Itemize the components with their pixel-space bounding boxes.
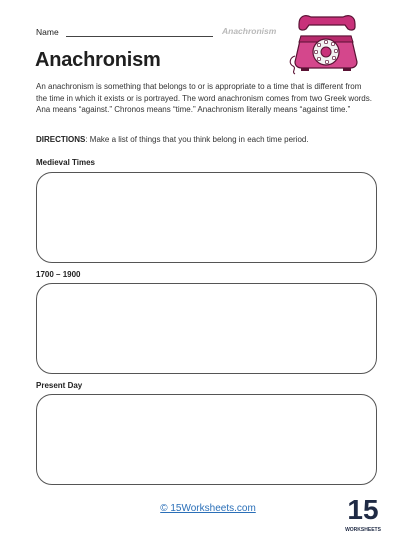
directions-label: DIRECTIONS xyxy=(36,135,86,144)
answer-box-1700-1900[interactable] xyxy=(36,283,377,374)
name-label: Name xyxy=(36,27,59,37)
footer-copyright-link[interactable]: © 15Worksheets.com xyxy=(160,503,256,514)
header-topic: Anachronism xyxy=(222,26,277,36)
directions-text: : Make a list of things that you think belong in each time period. xyxy=(85,135,309,144)
answer-box-medieval[interactable] xyxy=(36,172,377,263)
section-label-medieval: Medieval Times xyxy=(36,158,95,167)
section-label-present-day: Present Day xyxy=(36,381,83,390)
answer-box-present-day[interactable] xyxy=(36,394,377,485)
intro-paragraph: An anachronism is something that belongs to or is appropriate to a time that is different from the time in which it exists or is portrayed. The word anachronism comes from two Greek words. Ana means “against.” Chronos means “time.” Anachronism literally means “against time.” xyxy=(36,82,372,114)
section-label-1700-1900: 1700 – 1900 xyxy=(36,270,81,279)
page-title: Anachronism xyxy=(35,49,161,71)
15worksheets-logo xyxy=(344,491,382,536)
rotary-phone-icon xyxy=(287,12,365,76)
directions xyxy=(36,134,381,145)
name-field-line[interactable] xyxy=(66,36,213,37)
logo-wordmark: WORKSHEETS xyxy=(345,527,381,533)
logo-number: 15 xyxy=(347,494,379,525)
